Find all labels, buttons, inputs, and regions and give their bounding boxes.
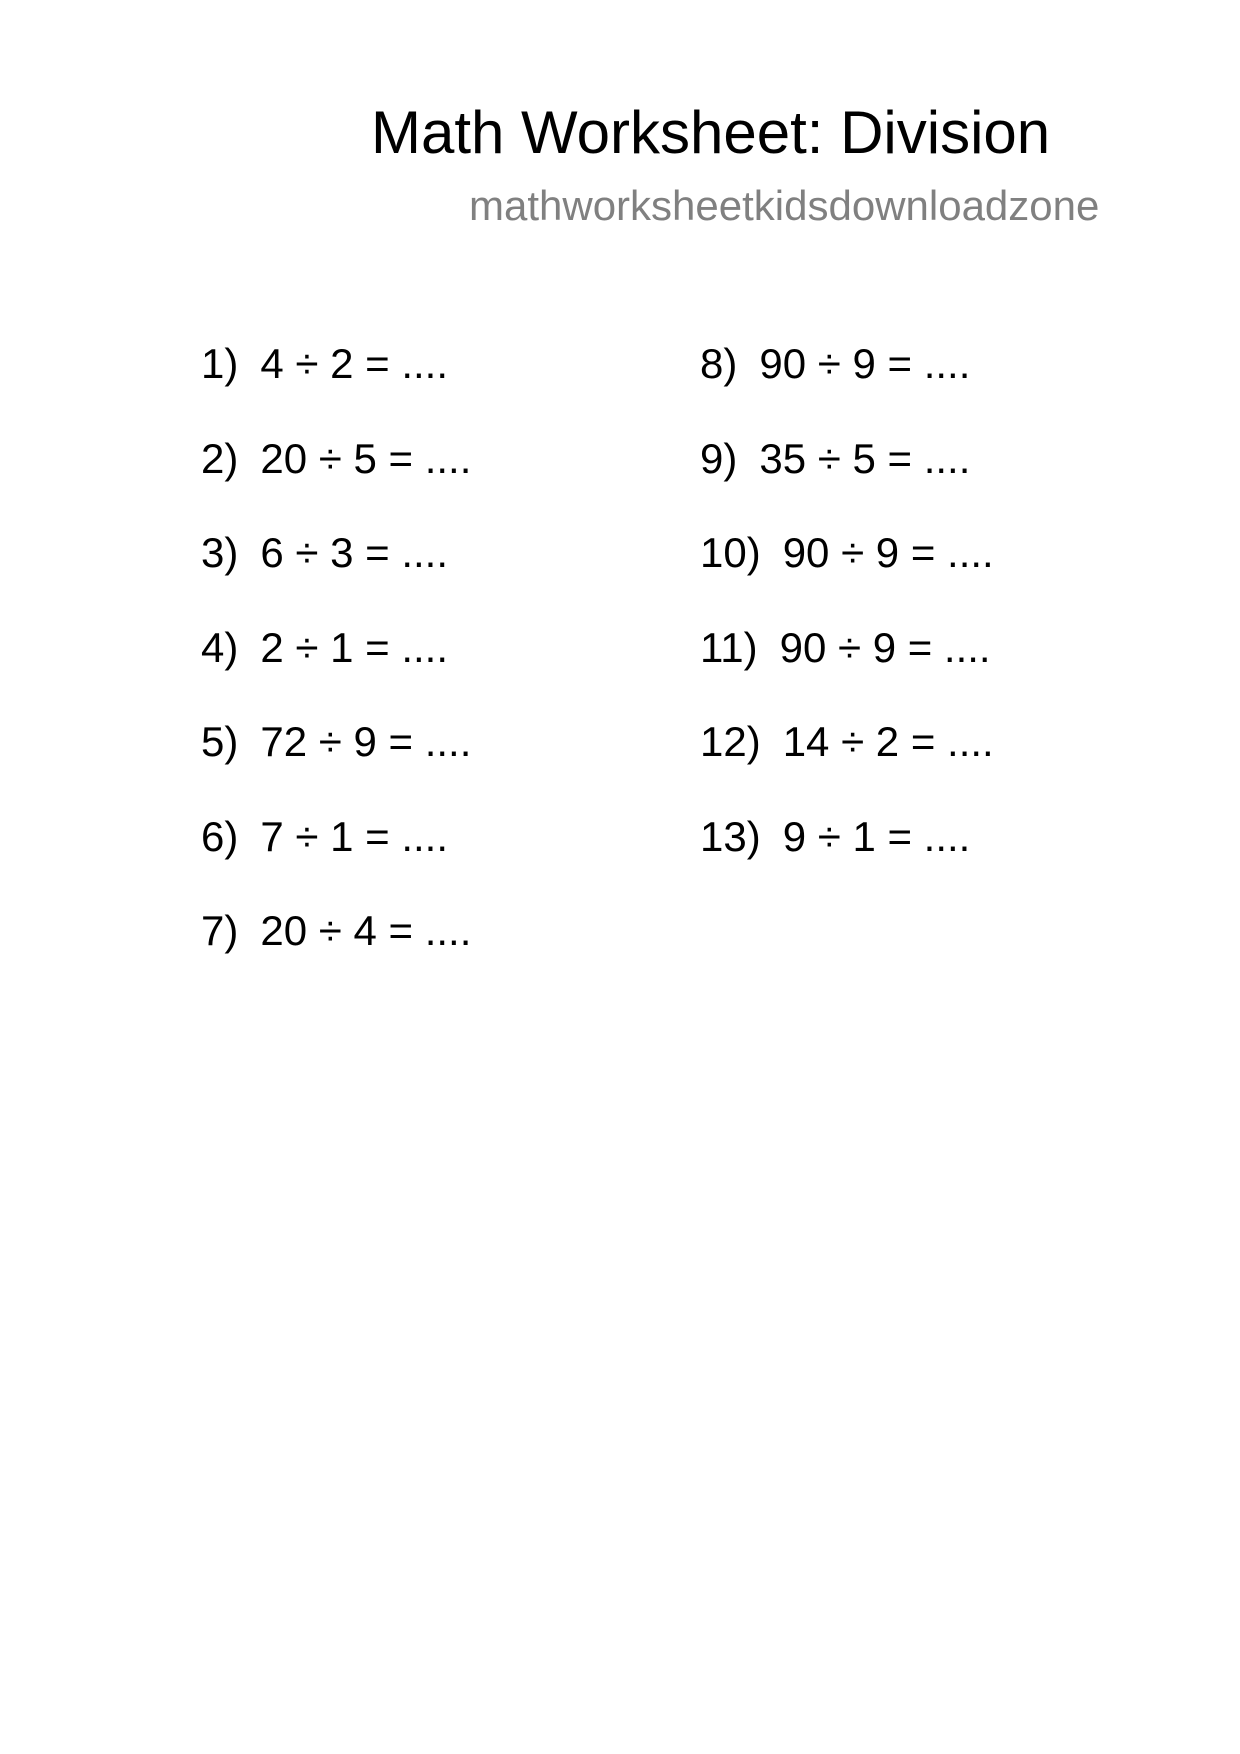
problem-item bbox=[201, 624, 448, 672]
problem-expression: 20 ÷ 4 = .... bbox=[260, 907, 472, 954]
problem-expression: 90 ÷ 9 = .... bbox=[782, 529, 994, 576]
problem-number: 3) bbox=[201, 529, 239, 576]
problem-number: 12) bbox=[700, 718, 761, 765]
problem-number: 13) bbox=[700, 812, 761, 860]
problem-expression: 9 ÷ 1 = .... bbox=[782, 812, 971, 860]
problem-item bbox=[201, 529, 448, 577]
problem-number: 5) bbox=[201, 718, 239, 765]
problem-item bbox=[700, 624, 991, 672]
problem-expression: 35 ÷ 5 = .... bbox=[759, 434, 971, 482]
problem-number: 6) bbox=[201, 812, 239, 860]
problem-item bbox=[201, 340, 448, 388]
problem-item bbox=[700, 529, 994, 577]
problem-item bbox=[700, 340, 970, 388]
problem-expression: 7 ÷ 1 = .... bbox=[260, 812, 449, 860]
problem-number: 10) bbox=[700, 529, 761, 576]
problem-expression: 4 ÷ 2 = .... bbox=[260, 340, 449, 387]
problem-number: 11) bbox=[700, 623, 758, 671]
problem-expression: 2 ÷ 1 = .... bbox=[260, 623, 449, 671]
problem-number: 1) bbox=[201, 340, 239, 387]
problem-expression: 6 ÷ 3 = .... bbox=[260, 529, 449, 576]
problem-item bbox=[201, 718, 471, 766]
problem-expression: 90 ÷ 9 = .... bbox=[759, 340, 971, 387]
problem-item bbox=[700, 813, 970, 861]
problem-item bbox=[201, 435, 471, 483]
problem-number: 9) bbox=[700, 434, 738, 482]
problem-item bbox=[201, 907, 471, 955]
problem-number: 8) bbox=[700, 340, 738, 387]
problem-item bbox=[700, 435, 970, 483]
problem-expression: 90 ÷ 9 = .... bbox=[779, 623, 991, 671]
problem-item bbox=[700, 718, 994, 766]
problem-item bbox=[201, 813, 448, 861]
worksheet-subtitle: mathworksheetkidsdownloadzone bbox=[469, 182, 1100, 229]
worksheet-title: Math Worksheet: Division bbox=[371, 99, 1051, 166]
problem-expression: 72 ÷ 9 = .... bbox=[260, 718, 472, 765]
problem-number: 7) bbox=[201, 907, 239, 954]
problem-expression: 20 ÷ 5 = .... bbox=[260, 434, 472, 482]
problem-number: 4) bbox=[201, 623, 239, 671]
problem-number: 2) bbox=[201, 434, 239, 482]
problem-expression: 14 ÷ 2 = .... bbox=[782, 718, 994, 765]
